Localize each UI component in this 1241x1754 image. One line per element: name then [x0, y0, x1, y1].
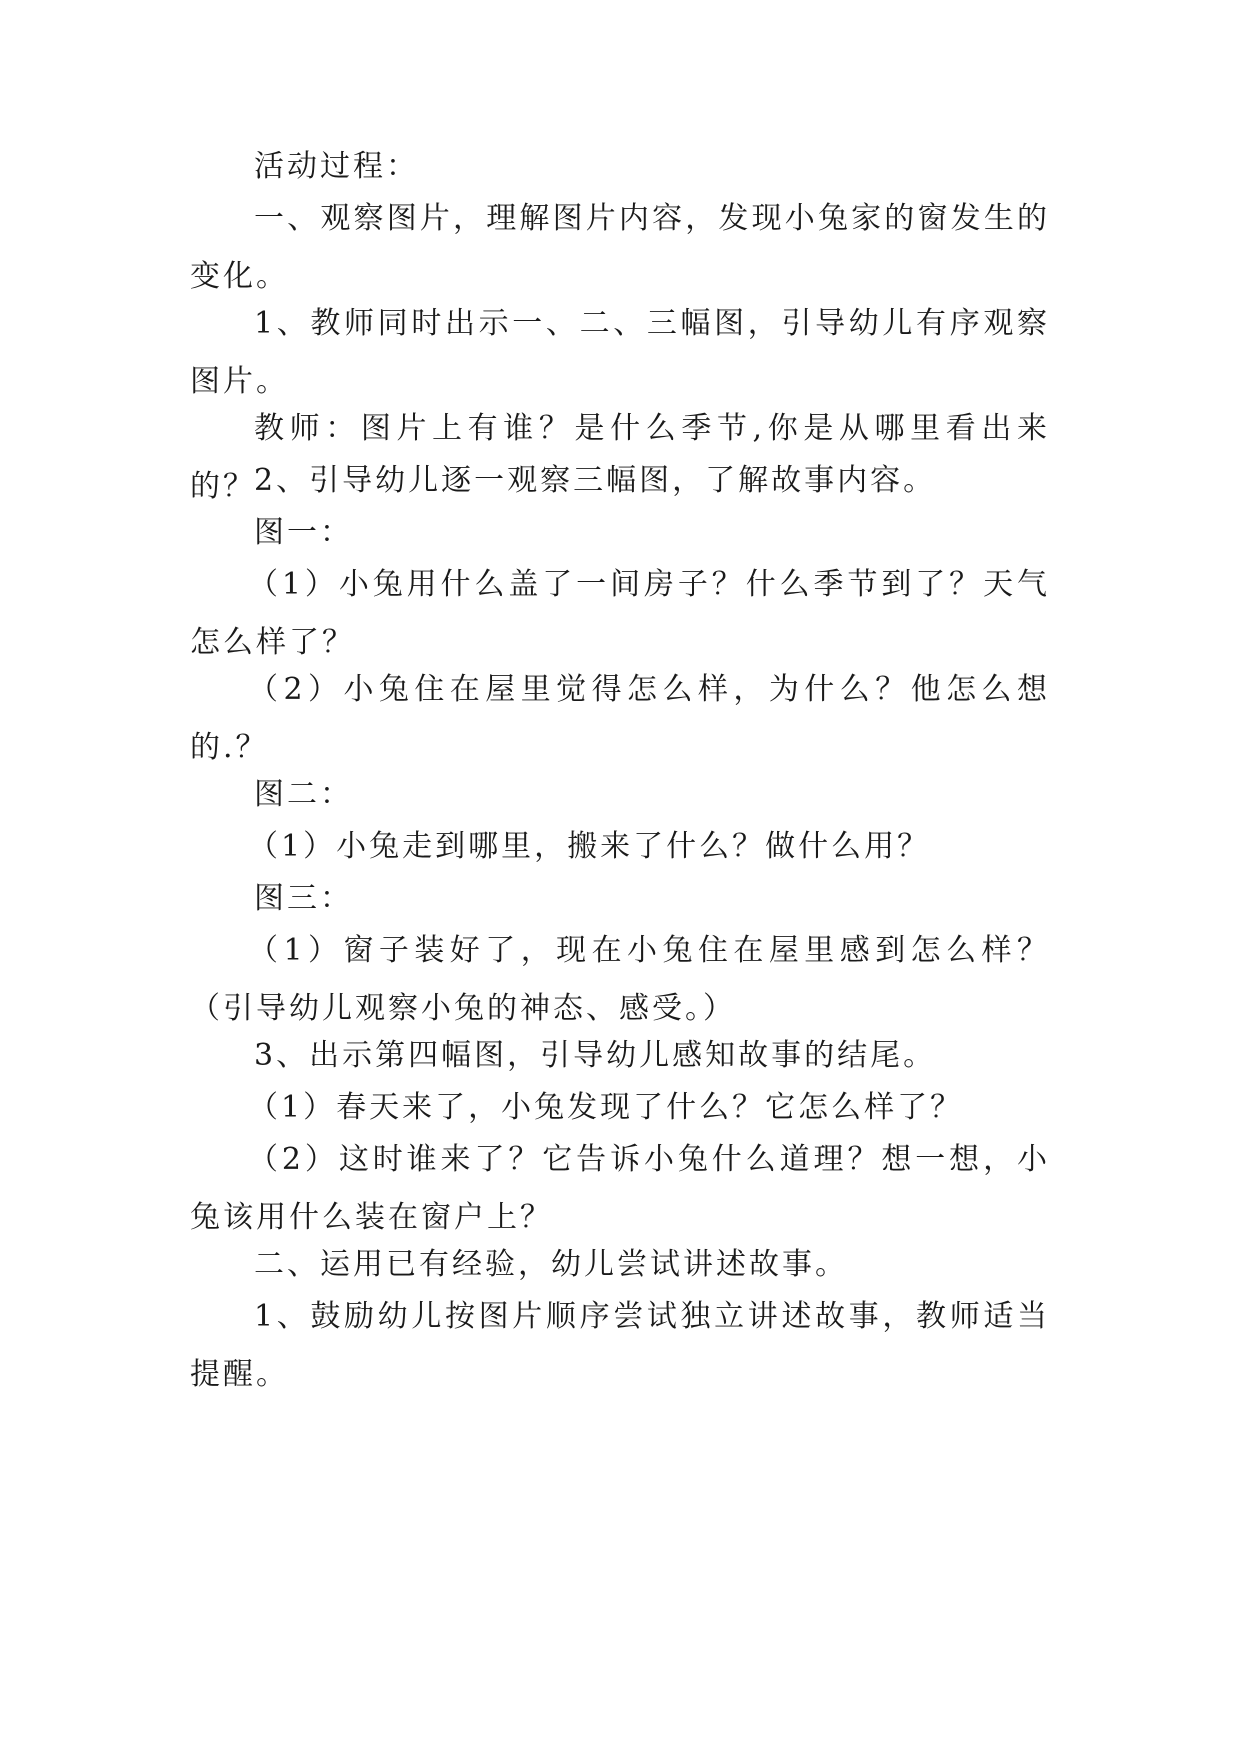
paragraph-figure-three: 图三： — [254, 881, 353, 916]
paragraph-section-two-step-1: 1、鼓励幼儿按图片顺序尝试独立讲述故事，教师适当提醒。 — [190, 1299, 1050, 1392]
paragraph-teacher-question: 教师：图片上有谁？是什么季节,你是从哪里看出来的？ — [190, 411, 1050, 504]
paragraph-figure-two: 图二： — [254, 777, 353, 812]
paragraph-step-2: 2、引导幼儿逐一观察三幅图，了解故事内容。 — [254, 463, 937, 498]
paragraph-figure-two-q1: （1）小兔走到哪里，搬来了什么？做什么用？ — [248, 829, 931, 864]
paragraph-step-3: 3、出示第四幅图，引导幼儿感知故事的结尾。 — [254, 1038, 937, 1073]
paragraph-figure-one: 图一： — [254, 515, 353, 550]
paragraph-step-1: 1、教师同时出示一、二、三幅图，引导幼儿有序观察图片。 — [190, 306, 1050, 399]
paragraph-figure-three-q1: （1）窗子装好了，现在小兔住在屋里感到怎么样？（引导幼儿观察小兔的神态、感受。） — [190, 933, 1050, 1026]
paragraph-section-one: 一、观察图片，理解图片内容，发现小兔家的窗发生的变化。 — [190, 201, 1050, 294]
paragraph-step-3-q1: （1）春天来了，小兔发现了什么？它怎么样了？ — [248, 1090, 964, 1125]
paragraph-process-heading: 活动过程： — [254, 149, 419, 184]
paragraph-figure-one-q1: （1）小兔用什么盖了一间房子？什么季节到了？天气怎么样了？ — [190, 567, 1050, 660]
paragraph-figure-one-q2: （2）小兔住在屋里觉得怎么样，为什么？他怎么想的.？ — [190, 672, 1050, 765]
paragraph-section-two: 二、运用已有经验，幼儿尝试讲述故事。 — [254, 1247, 848, 1282]
paragraph-step-3-q2: （2）这时谁来了？它告诉小兔什么道理？想一想，小兔该用什么装在窗户上？ — [190, 1142, 1050, 1235]
